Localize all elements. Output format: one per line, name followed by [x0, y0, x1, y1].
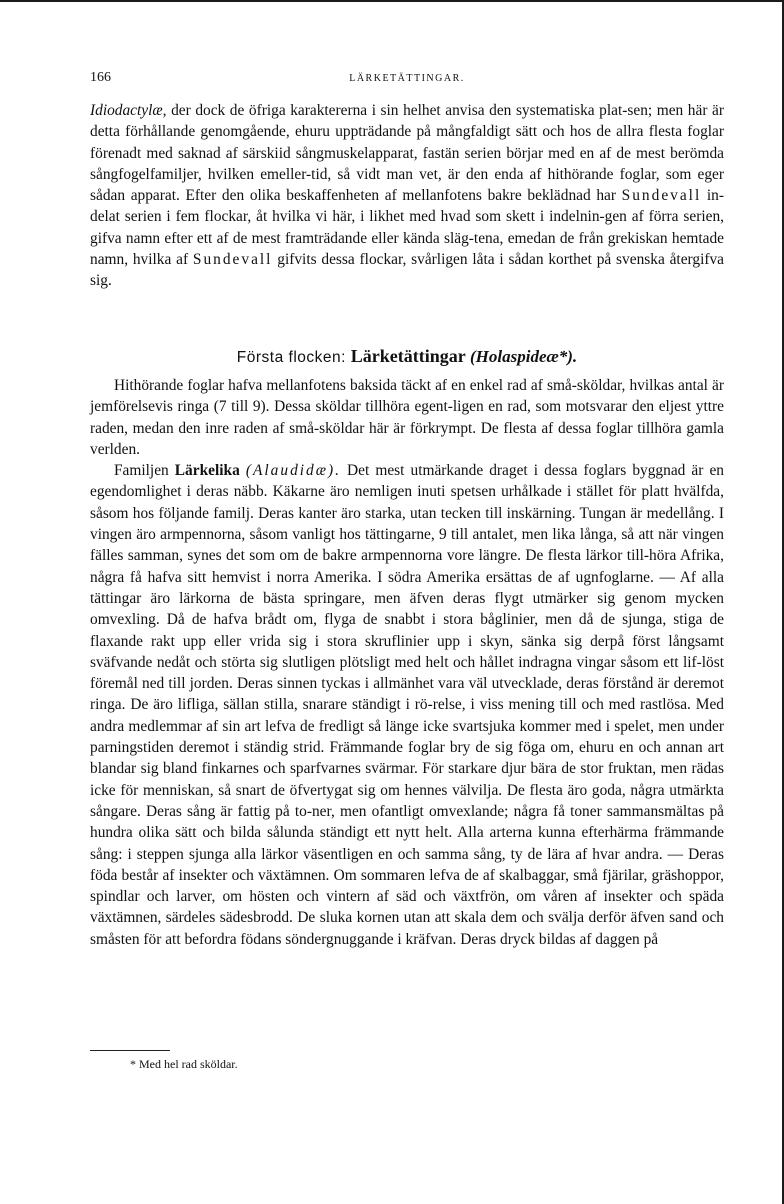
section-title: Lärketättingar [350, 346, 466, 366]
intro-paragraph [90, 100, 724, 292]
author-name-1: Sundevall [621, 187, 702, 205]
body-paragraph-2 [90, 460, 724, 950]
scan-edge-top [0, 0, 784, 2]
body-section [90, 375, 724, 950]
intro-lead-italic: Idiodactylæ, [90, 102, 167, 119]
intro-text-2: in-delat serien i fem flockar, åt hvilka vi här, i likhet med hvad som skett i indelnin-gen af förra serien, gifva namn efter ett af de mest framträdande eller kända släg-tena, emedan de från grekiskan hemtade namn, hvilka af [90, 187, 724, 269]
section-latin-name: (Holaspideæ*). [470, 347, 578, 366]
family-lead: Familjen [114, 462, 175, 480]
intro-text-1: der dock de öfriga karaktererna i sin helhet anvisa den systematiska plat-sen; men här är detta förhållande genomgående, ehuru uppträdande på mångfaldigt sätt och hos de allra flesta foglar förenadt med saknad af särskiid sångmuskelapparat, fastän serien börjar med en af de mest berömda sångfogelfamiljer, hvilken emeller-tid, så vidt man vet, är den enda af hithörande foglar, som eger sådan apparat. Efter den olika beskaffenheten af mellanfotens bakre beklädnad har [90, 102, 724, 205]
family-latin-name: (Alaudidæ). [245, 462, 341, 480]
family-name: Lärkelika [174, 462, 240, 480]
family-description: Det mest utmärkande draget i dessa foglars byggnad är en egendomlighet i deras näbb. Käkarne äro nemligen inuti spetsen urhålkade i stället för platt hvälfda, såsom hos följande familj. Deras kanter äro starka, utan tecken till inskärning. Tungan är medellång. I vingen äro armpennorna, såsom vanligt hos tättingarne, 9 till antalet, men lika långa, så att när vingen fälles samman, synes det som om de bakre armpennorna vore längre. De flesta lärkor till-höra Afrika, några få hafva sitt hemvist i norra Amerika. I södra Amerika ersättas de af ugnfoglarne. — Af alla tättingar äro lärkorna de bästa springare, men äfven deras flygt utmärker sig genom mycken omvexling. Då de hafva brådt om, flyga de snabbt i stora båglinier, men då de sjunga, stiga de flaxande rakt upp eller vrida sig i stora skruflinier upp i skyn, sänka sig derpå först långsamt sväfvande nedåt och störta sig slutligen plötsligt med helt och hållet indragna vingar såsom ett lif-löst föremål ned till jorden. Deras sinnen tyckas i allmänhet vara väl utvecklade, deras förstånd är deremot ringa. De äro lifliga, sällan stilla, snarare ständigt i rö-relse, i viss mening till och med rastlösa. Med andra medlemmar af sin art lefva de fredligt så länge icke svartsjuka kommer med i spelet, men under parningstiden deremot i ständig strid. Främmande foglar bry de sig föga om, ehuru en och annan art blandar sig bland finkarnes och sparfvarnes svärmar. För starkare djur bära de stor fruktan, men rädas icke för menniskan, så snart de öfvertygat sig om hennes välvilja. De flesta äro goda, några utmärkta sångare. Deras sång är fattig på to-ner, men ofantligt omvexlande; några få toner sammansmältas på hundra olika sätt och bilda sålunda ständigt ett nytt helt. Alla arterna kunna efterhärma främmande sång: i steppen sjunga alla lärkor väsentligen en och samma sång, ty de lära af hvar andra. — Deras föda består af insekter och växtämnen. Om sommaren lefva de af skalbaggar, små fjärilar, gräshoppor, spindlar och larver, om hösten och vintern af säd och växtfrön, om våren af insekter och späda växtämnen, särdeles sädesbrodd. De sluka kornen utan att skala dem och svälja derför äfven sand och småsten för att befordra födans söndergnuggande i kräfvan. Deras dryck bildas af daggen på [90, 462, 724, 948]
author-name-2: Sundevall [192, 251, 273, 269]
footnote-divider [90, 1050, 170, 1051]
page-header [90, 70, 724, 92]
intro-section [90, 100, 724, 292]
section-prefix: Första flocken: [236, 349, 351, 366]
intro-text-3: gifvits dessa flockar, svårligen låta i sådan korthet på svenska återgifva sig. [90, 251, 724, 290]
running-head: LÄRKETÄTTINGAR. [349, 73, 465, 84]
body-paragraph-1: Hithörande foglar hafva mellanfotens baksida täckt af en enkel rad af små-sköldar, hvilkas antal är jemförelsevis ringa (7 till 9). Dessa sköldar tillhöra egent-ligen en rad, som motsvarar den eljest yttre raden, medan den inre raden af små-sköldar här är förkrympt. De flesta af dessa foglar tillhöra gamla verlden. [90, 377, 724, 458]
page-number: 166 [90, 70, 111, 85]
section-heading [90, 344, 724, 370]
footnote: * Med hel rad sköldar. [130, 1057, 238, 1071]
